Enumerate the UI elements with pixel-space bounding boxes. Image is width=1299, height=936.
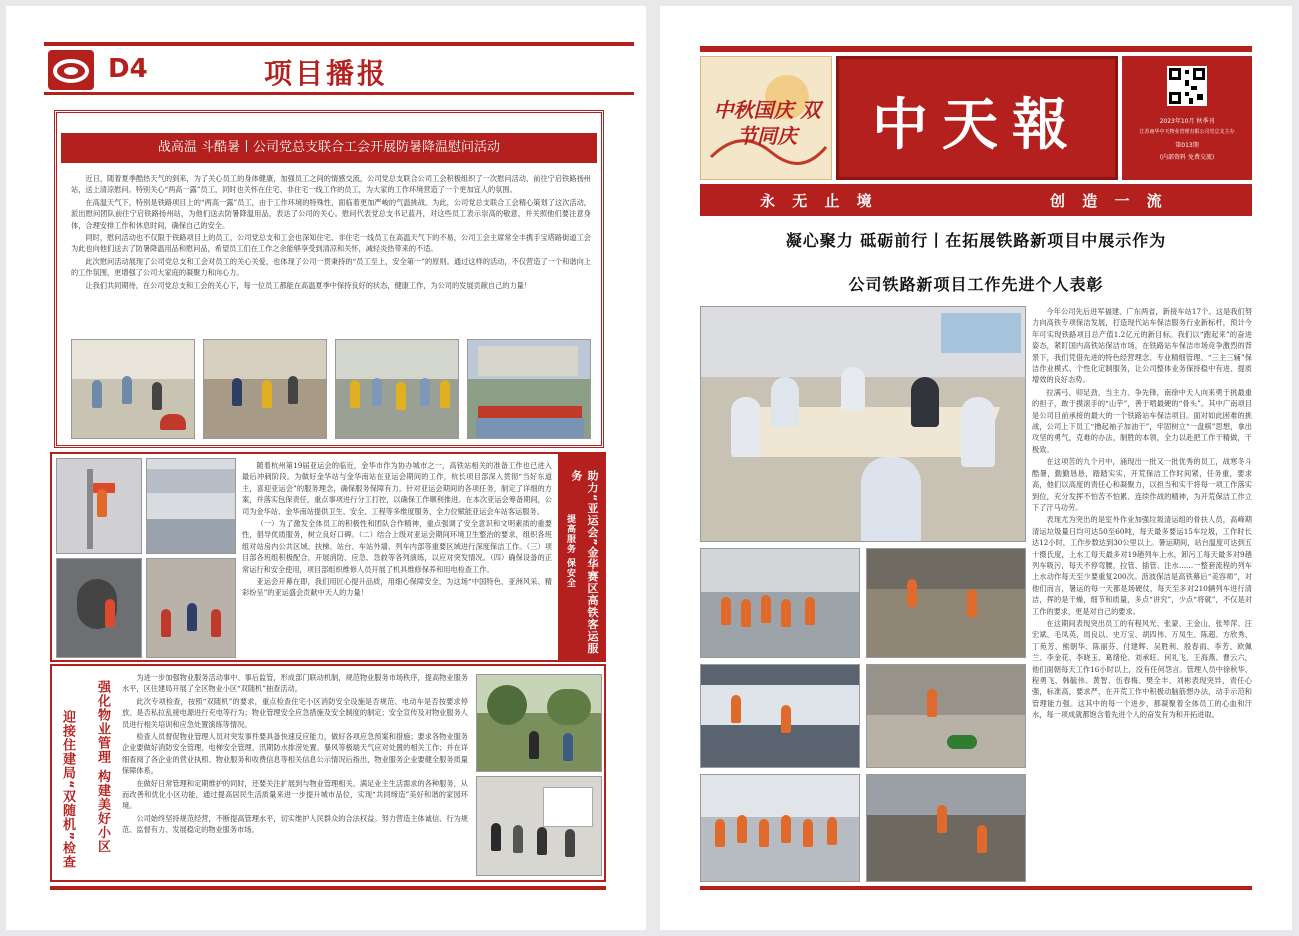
article-3 xyxy=(50,664,606,882)
photo-escalator xyxy=(56,458,142,554)
paragraph: 让我们共同期待，在公司党总支和工会的关心下，每一位员工都能在高温夏季中保持良好的状态，健康工作，为公司的发展贡献自己的力量！ xyxy=(85,280,532,290)
masthead-title: 中天報 xyxy=(872,93,1082,158)
header-top-rule xyxy=(44,42,634,46)
photo-team-meeting-2 xyxy=(700,774,860,882)
photo-platform-team xyxy=(700,548,860,658)
top-rule xyxy=(700,46,1252,52)
article-2-subtitle: 提高服务 保安全 xyxy=(565,514,575,589)
photo-group-banner xyxy=(467,339,591,439)
footer-rule xyxy=(50,886,606,890)
brand-logo-box xyxy=(48,50,94,90)
photo-floor-cleaning xyxy=(866,548,1026,658)
paragraph: 在这项苦的九个月中，涌现出一批又一批优秀的员工，战寒冬斗酷暑，勤勤恳恳，踏踏实实，开荒保洁工作时间紧，任务重，要求高，他们以高度的责任心和凝聚力，以担当和实干将每一项工作落实到位，充分发挥不怕苦不怕累、连续作战的精神，为开荒保洁工作立下了汗马功劳。 xyxy=(1032,457,1252,512)
issue-info-box xyxy=(1122,56,1252,180)
photo-ceiling xyxy=(146,458,236,554)
article-1-title: 战高温 斗酷暑丨公司党总支联合工会开展防暑降温慰问活动 xyxy=(61,133,597,163)
paragraph: 此次慰问活动展现了公司党总支和工会对员工的关心关爱，也体现了公司一贯秉持的“员工至上，安全第一”的原则。通过这样的活动，不仅营造了一个和谐向上的工作氛围，更增强了公司大家庭的凝聚力和向心力。 xyxy=(71,256,591,278)
photo-condolence-3 xyxy=(335,339,459,439)
page-number: D4 xyxy=(108,54,148,84)
paragraph: （一）为了激发全体员工的积极性和团队合作精神，重点强调了安全意识和文明素质的重要性，倡导优质服务，树立良好口碑。（二）结合上级对亚运会期间环境卫生整治的要求，组织各班组对站房内公共区域、扶梯、站台、车站外墙、列车内部等重要区域进行深度保洁工作。（三）项目部各班组积极配合，开展消防、应急、急救等各列演练，以应对突发情况。（四）确保设备的正常运行和安全使用，项目部组织维修人员开展了机具维修保养和用电检查工作。 xyxy=(242,519,552,574)
paragraph: 此次专项检查，按照“双随机”的要求，重点检查住宅小区消防安全设施是否规范、电动车是否按要求停放、是否私拉乱接电源进行充电等行为；物业管理安全应急措施及安全制度的制定；安全宣传及对物业服务人员进行相关培训和应急处置演练等情况。 xyxy=(122,696,468,729)
paragraph: 近日，随着夏季酷热天气的到来，为了关心员工的身体健康，加强员工之间的情感交流，公司党总支联合公司工会积极组织了一次慰问活动，前往宁启铁路扬州站，送上清凉慰问。特别关心“两高一露”员工，同时也关怀在住宅、非住宅一线工作的员工，为大家的工作环境营造了一个更加宜人的氛围。 xyxy=(71,174,591,195)
article-3-title: 强化物业管理 构建美好小区 xyxy=(95,680,110,854)
paragraph: 同时，慰问活动也不仅限于铁路项目上的员工，公司党总支和工会也深知住宅、非住宅一线员工在高温天气下的不易，公司工会主席常全丰携手宝塔路街道工会为此也向他们送去了防暑降温用品和慰问品，希望员工们在工作之余能够享受到清凉和关怀，减轻炎热带来的不适。 xyxy=(71,233,591,254)
photo-polishing xyxy=(866,664,1026,768)
header-bottom-rule xyxy=(44,92,634,95)
article-3-body xyxy=(122,672,468,876)
photo-meeting xyxy=(700,306,1026,542)
photo-maintenance xyxy=(56,558,142,658)
article-2-body xyxy=(242,460,552,658)
photo-inspection-office xyxy=(476,776,602,876)
festival-logo xyxy=(700,56,832,180)
issue-date: 2023年10月 秋季刊 xyxy=(1159,118,1215,125)
masthead-title-box xyxy=(836,56,1118,180)
right-page xyxy=(660,6,1292,930)
masthead xyxy=(700,56,1252,180)
paragraph: 在高温天气下，特别是铁路项目上的“两高一露”员工，由于工作环境的特殊性，面临着更加严峻的气温挑战。为此，公司党总支联合工会精心策划了这次活动，派出慰问团队前往宁启铁路扬州站，为他们送去防暑降温用品，表达了公司的关心。慰问代表党总支书记蓝丹，对这些员工表示崇高的敬意，并关照他们要注意身体，合理安排工作和休息时间，确保自己的安全。 xyxy=(71,197,591,230)
paragraph: 公司始终坚持规范经营，不断提高管理水平，切实维护人民群众的合法权益。努力营造主体诚信、行为规范、监督有力、发展稳定的物业服务市场。 xyxy=(122,813,468,835)
article-2-title: 助力“亚运会”金华赛区高铁客运服务 xyxy=(570,470,599,655)
paragraph: 表现尤为突出的是室外作业加强垃圾清运组的骨扶人员，高峰期清运垃圾量日均可达50至60吨，每天最多要运15车垃圾，工作时长达12小时，工作步数达到30公里以上。暑运期间，站台温度可达到五十摄氏度，上水工每天最多对19趟列车上水，卸污工每天最多对9趟列车吸污，每天不停弯腰，拉管、插管、注水……一整套流程的列车上水动作每天至少要重复200次。沥波保洁是高铁幕后“美容师”，对他们而言，暑运的每一天都是场硬仗，每天至多对210辆列车进行清洁，挥的是干燥，细节和质量，多点“讲究”，少点“将就”，不仅是对工作的要求，更是对自己的要求。 xyxy=(1032,515,1252,616)
issue-publisher: 江苏南华中天物业管理有限公司党总支主办 xyxy=(1139,129,1235,135)
left-page xyxy=(6,6,646,930)
paragraph: 为进一步加强物业服务活动事中、事后监管，形成部门联动机制，规范物业服务市场秩序，提高物业服务水平，区住建局开展了全区物业小区“双随机”抽查活动。 xyxy=(122,673,468,694)
article-2-title-bar xyxy=(558,454,606,660)
photo-garden xyxy=(476,674,602,772)
photo-first-aid xyxy=(146,558,236,658)
paragraph: 亚运会开幕在即，我们用匠心提升品质，用细心保障安全，为这场“中国特色、亚洲风采、精彩纷呈”的亚运盛会贡献中天人的力量！ xyxy=(242,577,552,598)
section-title: 项目播报 xyxy=(264,57,389,90)
article-3-subtitle: 迎接住建局“双随机”检查 xyxy=(60,710,75,870)
photo-train-cleaning xyxy=(700,664,860,768)
slogan-band xyxy=(700,184,1252,216)
article-body xyxy=(1032,306,1252,884)
photo-platform-mopping xyxy=(866,774,1026,882)
slogan-left: 永 无 止 境 xyxy=(760,192,878,210)
photo-condolence-2 xyxy=(203,339,327,439)
swirl-logo-icon xyxy=(48,50,94,90)
festival-caption: 中秋国庆 双节同庆 xyxy=(713,98,821,148)
paragraph: 今年公司先后进军福建、广东两省，新接车站17个。这是我们努力向高铁专项保洁发展，打造现代站车保洁服务行业新标杆，预计今年可实现铁路项目总产值1.2亿元的新目标。我们以“跑起来”的奋进姿态，紧盯国内高铁站保洁市场，在铁路站车保洁市场竞争激烈的背景下，我们凭借先进的特色经营理念、专业精细管理、“三主三辅”保洁作业模式、个性化定制服务，让公司整体业务保持稳中有进、提质增效的良好态势。 xyxy=(1032,307,1252,385)
issue-note: (内部资料 免费交流) xyxy=(1159,154,1215,161)
footer-rule-right xyxy=(700,886,1252,890)
headline-2: 公司铁路新项目工作先进个人表彰 xyxy=(848,275,1104,294)
issue-number: 第013期 xyxy=(1175,142,1199,149)
article-3-title-bar xyxy=(56,670,116,876)
headline-1: 凝心聚力 砥砺前行丨在拓展铁路新项目中展示作为 xyxy=(785,231,1167,250)
article-1-body xyxy=(71,173,591,333)
page-header xyxy=(44,42,634,96)
photo-condolence-1 xyxy=(71,339,195,439)
paragraph: 随着杭州第19届亚运会的临近，金华市作为协办城市之一，高铁站相关的准备工作也已进入最后冲刺阶段。为做好金华站与金华南站在亚运会期间的工作，杭长项目部深入贯彻“当好东道主，喜迎亚运会”的服务理念，确保服务保障有力。针对亚运会期间的各项任务，制定了详细的方案，并落实包保责任，重点事项进行分工打控，以确保工作顺利推进。在本次亚运会筹备期间，公司为金华站、金华南站提供卫生、安全、工程等多维度服务，全力位赋能亚运会车站客运服务。 xyxy=(242,461,552,516)
article-1 xyxy=(54,110,604,448)
paragraph: 检查人员督促物业管理人员对突发事件要具备快速反应能力，做好各项应急预案和措施；要求各物业服务企业要做好消防安全管理、电梯安全管理、汛期防水排涝处置、暴风等极端天气应对处置的相关工作；并在详细查阅了各企业的营业执照、物业服务和收费信息等相关信息公示情况后指出，物业服务企业要健全服务质量保障体系。 xyxy=(122,732,468,776)
article-2 xyxy=(50,452,606,662)
paragraph: 拉满弓、卯足劲，当主力、争先锋，南徐中天人向来勇于挑最重的担子，敢于摸滚手的“山芋”，善于啃最硬的“骨头”。其中广南项目是公司目前承接的最大的一个铁路站车保洁项目。面对如此困难的挑战，公司上下员工“撸起袖子加油干”，牢固树立“一盘棋”思想，拿出攻坚的勇气，克难的办法，制胜的本领，全力以赴把工作干精做，干极致。 xyxy=(1032,387,1252,454)
qr-code-icon xyxy=(1167,66,1207,106)
paragraph: 在这期间表现突出员工的有程风光、张蒙、王金山、张琴萍、汪宏斌、毛凤英、周良以、史万宝、胡四伟、万凤生、陈超、方欣秀、丁苑芳、熊朝华、陈丽芬、付建辉、吴胜利、殷春雨、李芳、欧佩兰、李金花、李晓玉、葛绪伦、刘承旺、何礼飞、王海燕、曹云六，他们面朝每天工作16小时以上，没有任何怨言。管理人员中徐秋华、程勇飞、韩毓伟、黄智、伍春梅、樊全丰、刘彬表现突异，责任心强，标准高，要求严，在开荒工作中积极动脑筋想办法，动手示范和管理能力强。这其中的每一个进步，都凝聚着全体员工的心血和汗水，每一项成就都饱含着先进个人的奋发有为和开拓进取。 xyxy=(1032,618,1252,720)
paragraph: 在做好日常管理和定期维护的同时，还要关注扩展到与物业管理相关、满足业主生活需求的各种服务，从而改善和优化小区功能，通过提高居民生活质量来进一步提升城市品位，实现“共同缔造”美好和谐的家园环境。 xyxy=(122,778,468,811)
slogan-right: 创 造 一 流 xyxy=(1050,192,1168,210)
